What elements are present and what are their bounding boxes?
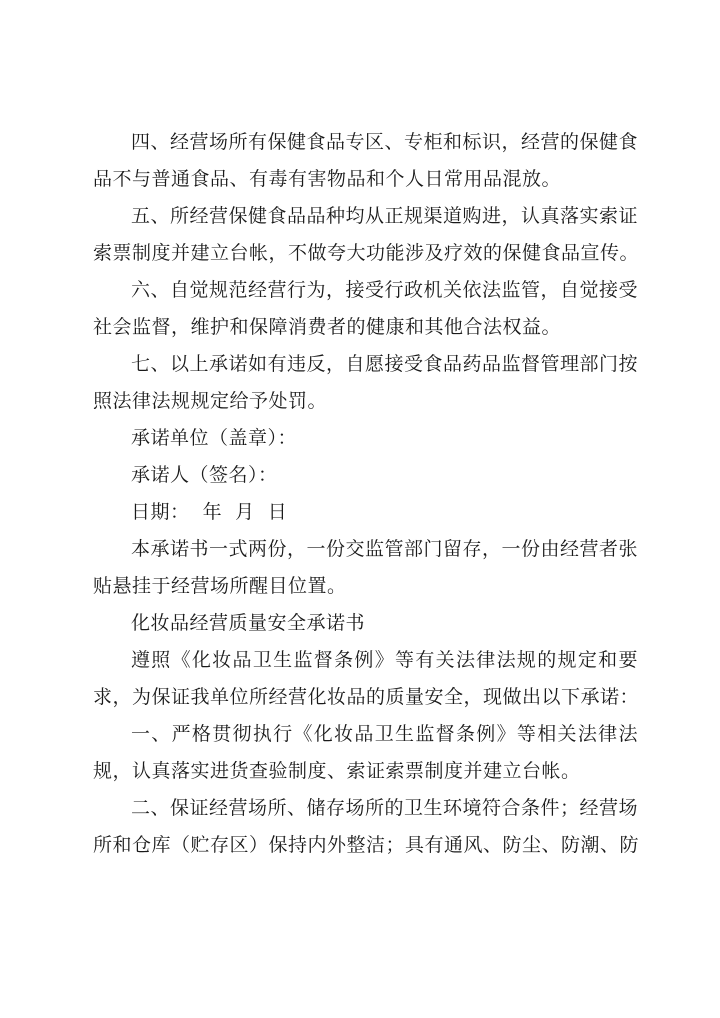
- signature-date: [93, 494, 638, 531]
- text-line: 日期： 年 月 日: [131, 501, 288, 523]
- paragraph-item-2: [93, 790, 638, 864]
- text-line: 规，认真落实进货查验制度、索证索票制度并建立台帐。: [93, 760, 581, 782]
- text-line: 遵照《化妆品卫生监督条例》等有关法律法规的规定和要: [131, 649, 638, 671]
- paragraph-item-1: [93, 716, 638, 790]
- text-line: 社会监督，维护和保障消费者的健康和其他合法权益。: [93, 316, 562, 338]
- text-line: 本承诺书一式两份，一份交监管部门留存，一份由经营者张: [131, 538, 639, 560]
- text-line: 所和仓库（贮存区）保持内外整洁；具有通风、防尘、防潮、防: [93, 834, 640, 856]
- text-line: 七、以上承诺如有违反，自愿接受食品药品监督管理部门按: [131, 353, 639, 375]
- text-line: 求，为保证我单位所经营化妆品的质量安全，现做出以下承诺：: [93, 686, 640, 708]
- paragraph-note: [93, 531, 638, 605]
- section-title: [93, 605, 638, 642]
- text-line: 照法律法规规定给予处罚。: [93, 390, 328, 412]
- paragraph-item-6: [93, 272, 638, 346]
- text-line: 六、自觉规范经营行为，接受行政机关依法监管，自觉接受: [131, 279, 639, 301]
- paragraph-item-5: [93, 198, 638, 272]
- paragraph-intro: [93, 642, 638, 716]
- text-line: 承诺人（签名）：: [131, 464, 278, 486]
- document-body: [93, 124, 638, 864]
- text-line: 化妆品经营质量安全承诺书: [131, 612, 366, 634]
- text-line: 五、所经营保健食品品种均从正规渠道购进，认真落实索证: [131, 205, 639, 227]
- signature-unit: [93, 420, 638, 457]
- paragraph-item-4: [93, 124, 638, 198]
- text-line: 承诺单位（盖章）：: [131, 427, 298, 449]
- text-line: 贴悬挂于经营场所醒目位置。: [93, 575, 347, 597]
- paragraph-item-7: [93, 346, 638, 420]
- signature-person: [93, 457, 638, 494]
- text-line: 品不与普通食品、有毒有害物品和个人日常用品混放。: [93, 168, 562, 190]
- text-line: 二、保证经营场所、储存场所的卫生环境符合条件；经营场: [131, 797, 639, 819]
- text-line: 四、经营场所有保健食品专区、专柜和标识，经营的保健食: [131, 131, 639, 153]
- text-line: 一、严格贯彻执行《化妆品卫生监督条例》等相关法律法: [131, 723, 638, 745]
- text-line: 索票制度并建立台帐，不做夸大功能涉及疗效的保健食品宣传。: [93, 242, 640, 264]
